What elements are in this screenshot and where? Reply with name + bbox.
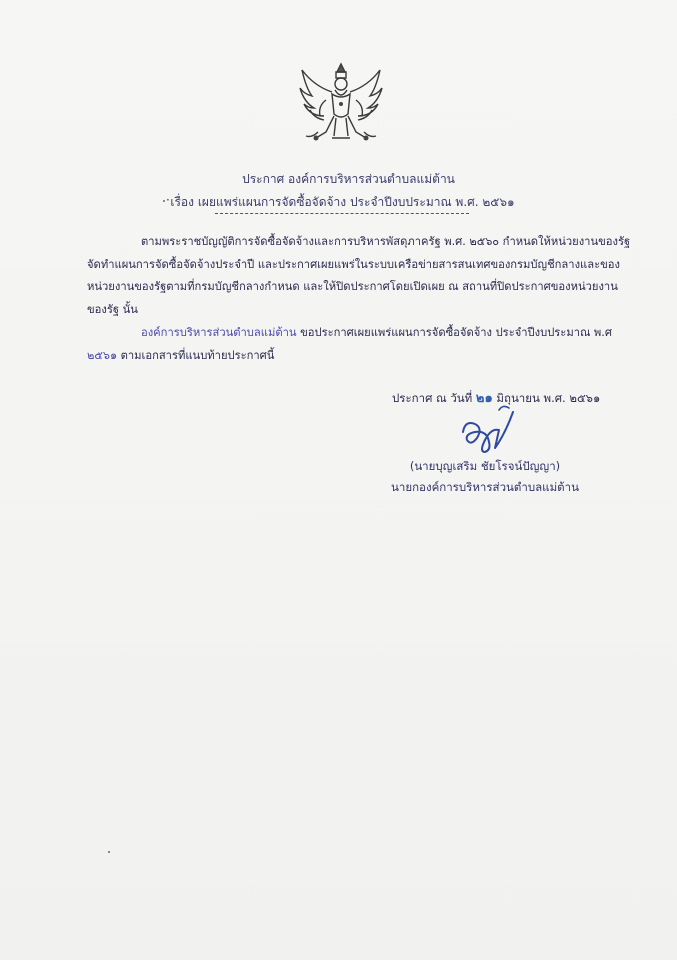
subject-label: เรื่อง: [170, 195, 194, 209]
garuda-emblem-icon: [296, 60, 386, 148]
paragraph-line: [87, 345, 612, 368]
dashed-divider: [215, 213, 469, 214]
paragraph-line: [87, 322, 612, 345]
paragraph-line: จัดทำแผนการจัดซื้อจัดจ้างประจำปี และประกาศเผยแพร่ในระบบเครือข่ายสารสนเทศของกรมบัญชีกลางและของ: [87, 257, 620, 271]
handwritten-signature: [455, 400, 535, 460]
paragraph-line: ของรัฐ นั้น: [87, 302, 138, 316]
paragraph-1: [87, 231, 631, 321]
budget-year: ๒๕๖๑: [87, 348, 118, 362]
paragraph-line: หน่วยงานของรัฐตามที่กรมบัญชีกลางกำหนด และให้ปิดประกาศโดยเปิดเผย ณ สถานที่ปิดประกาศของหน่วยงาน: [87, 280, 618, 293]
signer-position: นายกองค์การบริหารส่วนตำบลแม่ต้าน: [391, 480, 579, 494]
subject-text: เผยแพร่แผนการจัดซื้อจัดจ้าง ประจำปีงบประมาณ พ.ศ. ๒๕๖๑: [197, 195, 515, 209]
organization-name: องค์การบริหารส่วนตำบลแม่ต้าน: [141, 326, 297, 339]
paragraph-line: ตามพระราชบัญญัติการจัดซื้อจัดจ้างและการบริหารพัสดุภาครัฐ พ.ศ. ๒๕๖๐ กำหนดให้หน่วยงานของรัฐ: [141, 235, 631, 248]
scan-speck: [163, 200, 165, 202]
bullet-mark: ·: [166, 193, 170, 207]
date-month-year: มิถุนายน พ.ศ. ๒๕๖๑: [492, 391, 601, 405]
date-prefix: ประกาศ ณ วันที่: [392, 391, 476, 405]
announcement-title: ประกาศ องค์การบริหารส่วนตำบลแม่ต้าน: [242, 172, 455, 186]
paragraph-text: ตามเอกสารที่แนบท้ายประกาศนี้: [117, 348, 275, 362]
paragraph-2: [87, 322, 612, 367]
scan-speck: [108, 851, 110, 853]
paragraph-text: ขอประกาศเผยแพร่แผนการจัดซื้อจัดจ้าง ประจำปีงบประมาณ พ.ศ: [296, 326, 612, 339]
signer-name: (นายบุญเสริม ชัยโรจน์ปัญญา): [409, 459, 561, 473]
subject-line: [4, 193, 677, 212]
date-day: ๒๑: [475, 391, 493, 406]
